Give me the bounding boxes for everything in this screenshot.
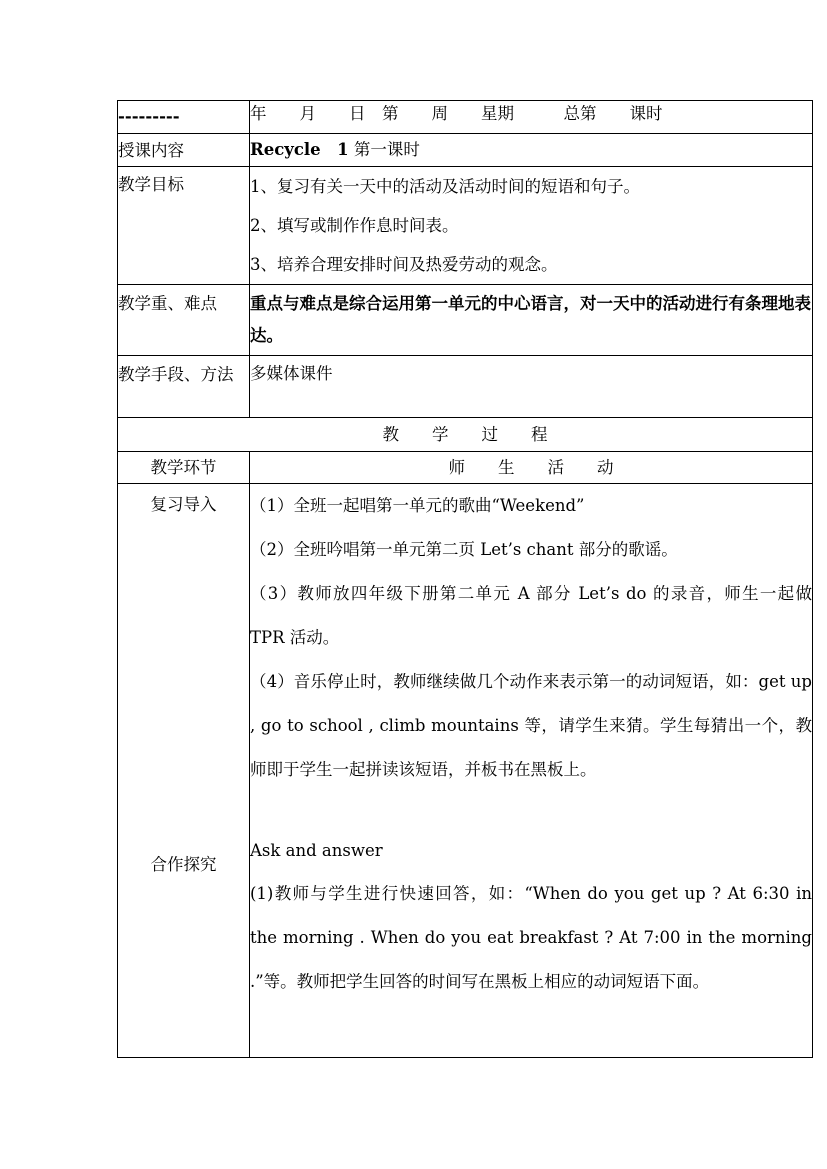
header-date-fields: 年 月 日 第 周 星期 总第 课时 <box>250 101 813 134</box>
header-row <box>118 101 813 134</box>
process-title-row <box>118 418 813 452</box>
goals-row <box>118 167 813 285</box>
goals-list <box>250 167 813 285</box>
content-row <box>118 134 813 167</box>
methods-label: 教学手段、方法 <box>118 356 250 418</box>
activity-column-header: 师 生 活 动 <box>250 452 813 484</box>
keypoints-label: 教学重、难点 <box>118 285 250 356</box>
ask-answer-text: (1)教师与学生进行快速回答，如：“When do you get up ? At 6:30 in the morning . When do you eat breakfast ? At 7:00 in the morning .”等。教师把学生回答的时间写在黑板上相应的动词短语下面。 <box>250 884 812 991</box>
methods-row <box>118 356 813 418</box>
stage-explore: 合作探究 <box>150 855 217 874</box>
keypoints-text: 重点与难点是综合运用第一单元的中心语言，对一天中的活动进行有条理地表达。 <box>250 285 813 356</box>
process-body-row <box>118 484 813 1058</box>
content-lesson: 第一课时 <box>348 140 420 159</box>
content-label: 授课内容 <box>118 134 250 167</box>
goal-item: 2、填写或制作作息时间表。 <box>250 216 459 235</box>
stage-column-header: 教学环节 <box>118 452 250 484</box>
methods-text: 多媒体课件 <box>250 356 813 418</box>
stage-column <box>118 484 250 1058</box>
activity-item: （3）教师放四年级下册第二单元 A 部分 Let’s do 的录音，师生一起做 TPR 活动。 <box>250 584 812 647</box>
stage-review: 复习导入 <box>150 495 217 514</box>
goal-item: 3、培养合理安排时间及热爱劳动的观念。 <box>250 255 558 274</box>
activity-item: （2）全班吟唱第一单元第二页 Let’s chant 部分的歌谣。 <box>250 540 678 559</box>
process-title: 教 学 过 程 <box>118 418 813 452</box>
content-value <box>250 134 813 167</box>
header-left: --------- <box>118 101 250 134</box>
process-header-row <box>118 452 813 484</box>
keypoints-row <box>118 285 813 356</box>
ask-answer-title: Ask and answer <box>250 841 383 860</box>
activity-item: （1）全班一起唱第一单元的歌曲“Weekend” <box>250 496 585 515</box>
goal-item: 1、复习有关一天中的活动及活动时间的短语和句子。 <box>250 177 640 196</box>
content-unit: Recycle 1 <box>250 140 349 159</box>
activity-item: （4）音乐停止时，教师继续做几个动作来表示第一的动词短语，如：get up , go to school , climb mountains 等，请学生来猜。学生每猜出一个，教师即于学生一起拼读该短语，并板书在黑板上。 <box>250 672 812 779</box>
lesson-plan-table <box>117 100 813 1058</box>
blank-line <box>250 792 812 836</box>
goals-label: 教学目标 <box>118 167 250 285</box>
activity-column <box>250 484 813 1058</box>
